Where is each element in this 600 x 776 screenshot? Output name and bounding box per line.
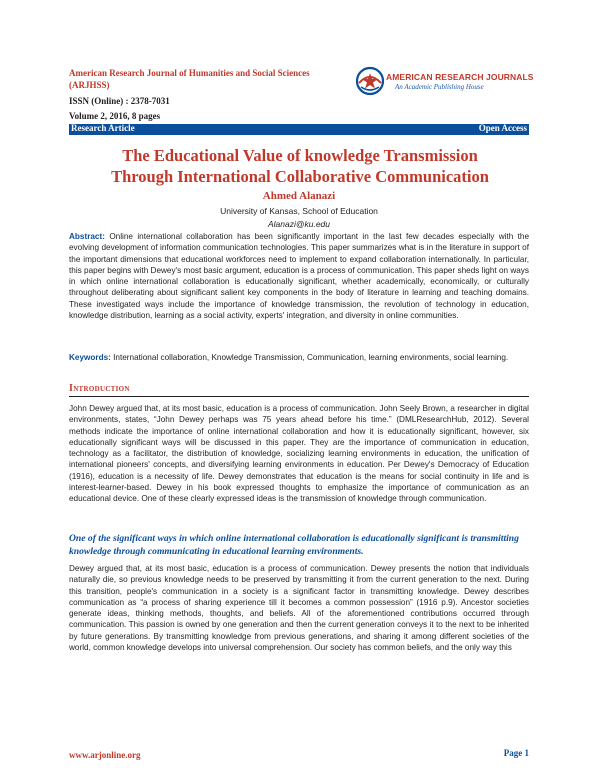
abstract [69,231,529,321]
keywords [69,352,529,363]
footer-website: www.arjonline.org [69,750,141,760]
introduction-divider [69,396,529,397]
author-affiliation: University of Kansas, School of Education [220,206,378,216]
volume-info: Volume 2, 2016, 8 pages [69,111,161,121]
journal-abbreviation: (ARJHSS) [69,80,110,90]
open-access-label: Open Access [478,123,527,133]
article-title-line-1: The Educational Value of knowledge Transmission [122,146,478,165]
publisher-logo [355,66,535,100]
issn: ISSN (Online) : 2378-7031 [69,96,170,106]
introduction-paragraph: John Dewey argued that, at its most basic, education is a process of communication. John Seely Brown, a researcher in digital environments, states, “John Dewey perhaps was 75 years ahead before his time.” (DMLResearchHub, 2012). Several methods indicate the importance of online international collaboration and how it is educationally significant, however, six educationally significant ways will be discussed in this paper. They are the importance of communication in education, technology as a facilitator, the distribution of knowledge, socializing learning environments in education, the unification of international pioneers' concepts, and diversifying learning environments in education. Per Dewey's Democracy of Education (1916), education is a necessity of life. Dewey demonstrates that education is the means for social continuity in life and is interest-learner-based. Dewey in his book expressed thoughts to emphasize the importance of communication as an educational device. One of these clearly expressed ideas is the transmission of knowledge through communication. [69,404,529,504]
article-type-bar [69,124,529,135]
journal-title: American Research Journal of Humanities and Social Sciences [69,68,310,78]
article-type-label: Research Article [71,123,135,133]
publisher-name: AMERICAN RESEARCH JOURNALS [386,72,534,82]
keywords-text: International collaboration, Knowledge Transmission, Communication, learning environments, social learning. [113,353,509,362]
article-title [60,145,540,187]
introduction-heading: Introduction [69,383,130,394]
body-paragraph: Dewey argued that, at its most basic, education is a process of communication. Dewey presents the notion that individuals naturally die, so previous knowledge needs to be preserved by transmitting it from the current generation to the next. During this transition, people's communication in a society is a significant factor in transmitting knowledge. Dewey describes communication as “a process of sharing experience till it becomes a common possession” (1916 p.9). Ancestor societies generate ideas, thinking methods, thoughts, and beliefs. All of the aforementioned contributions occurred through communication. This passion is owned by one generation and then the current generation conveys it to the next to be inherited by future generations. By transmitting knowledge from previous generations, and sharing it among different societies of the world, common knowledge develops into universal comprehension. Our society has common beliefs, and the only way this [69,564,529,653]
star-emblem-icon [355,66,385,96]
article-title-line-2: Through International Collaborative Communication [111,167,489,186]
author-name: Ahmed Alanazi [262,190,336,202]
keywords-label: Keywords: [69,353,111,362]
footer-page-number: Page 1 [503,748,529,758]
publisher-tagline: An Academic Publishing House [395,83,484,91]
author-email: Alanazi@ku.edu [267,219,331,229]
section-subheading: One of the significant ways in which online international collaboration is educationally significant is transmitting knowledge through communicating in educational learning environments. [69,533,519,557]
abstract-text: Online international collaboration has been significantly important in the last few decades especially with the evolving development of information communication technologies. This paper summarizes what is in the literature in support of the important dimensions that educational workforces need to implement to expand collaboration internationally. In particular, this paper begins with Dewey's most basic argument, education is a process of communication. This paper sheds light on ways in which online international collaboration is educationally significant, whether academically, economically, or culturally throughout deliberating about significant salient key components in the body of literature in learning and teaching domains. These investigated ways include the importance of knowledge transmission, the revolution of technology in education, knowledge distribution, learning as a social activity, experts' integration, and diversity in online communities. [69,232,529,321]
abstract-label: Abstract: [69,232,105,241]
